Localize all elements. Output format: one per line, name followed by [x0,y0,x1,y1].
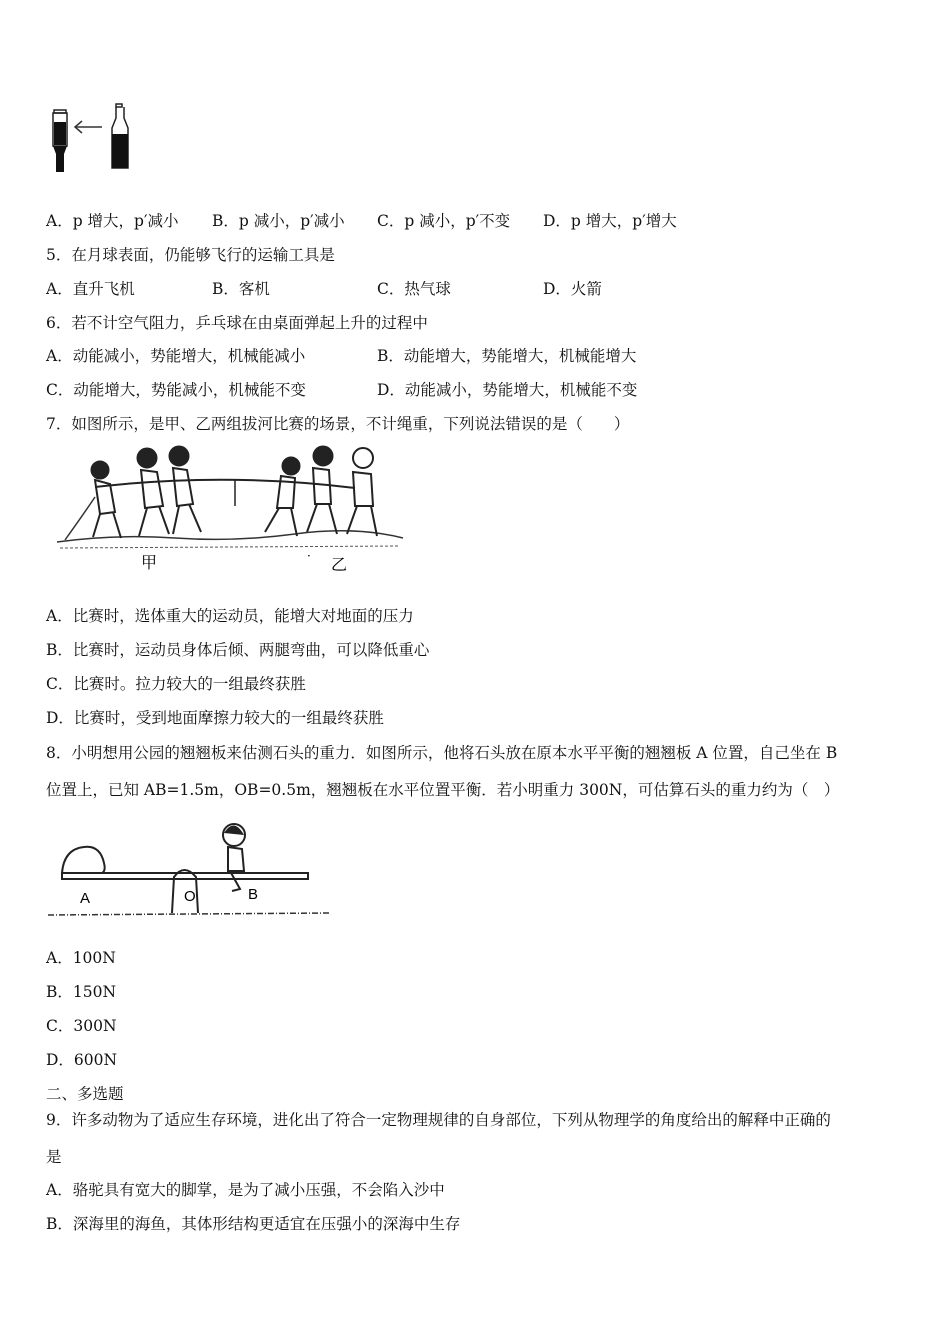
q8-option-a: A．100N [46,949,116,967]
q8-option-c: C．300N [46,1017,117,1035]
q6-option-a: A．动能减小，势能增大，机械能减小 [46,347,306,365]
q6-option-d: D．动能减小，势能增大，机械能不变 [377,381,638,399]
q6-option-b: B．动能增大，势能增大，机械能增大 [377,347,637,365]
q4-option-d: D．p 增大，p′增大 [543,212,677,230]
q9-option-b: B．深海里的海鱼，其体形结构更适宜在压强小的深海中生存 [46,1215,461,1233]
q8-stem-line1: 8．小明想用公园的翘翘板来估测石头的重力．如图所示，他将石头放在原本水平平衡的翘翘板 A 位置，自己坐在 B [46,744,838,762]
q7-option-d: D．比赛时，受到地面摩擦力较大的一组最终获胜 [46,709,384,727]
bottle-figure [48,100,138,176]
q7-option-c: C．比赛时。拉力较大的一组最终获胜 [46,675,306,693]
q4-option-b: B．p 减小，p′减小 [212,212,345,230]
q6-option-c: C．动能增大，势能减小，机械能不变 [46,381,306,399]
q8-figure-label-b: B [248,886,259,903]
section-title: 二、多选题 [46,1085,124,1103]
q8-figure-label-a: A [80,890,91,907]
q4-option-c: C．p 减小，p′不变 [377,212,511,230]
q6-stem: 6．若不计空气阻力，乒乓球在由桌面弹起上升的过程中 [46,314,428,332]
q8-figure-label-o: O [184,888,196,905]
q5-option-c: C．热气球 [377,280,451,298]
q5-stem: 5．在月球表面，仍能够飞行的运输工具是 [46,246,335,264]
q8-option-b: B．150N [46,983,117,1001]
q7-figure-label-yi: 乙 [331,555,348,574]
q4-option-a: A．p 增大，p′减小 [46,212,179,230]
q9-option-a: A．骆驼具有宽大的脚掌，是为了减小压强，不会陷入沙中 [46,1181,445,1199]
tug-of-war-figure [55,442,405,577]
q7-option-b: B．比赛时，运动员身体后倾、两腿弯曲，可以降低重心 [46,641,430,659]
q5-option-b: B．客机 [212,280,270,298]
q9-stem-line1: 9．许多动物为了适应生存环境，进化出了符合一定物理规律的自身部位，下列从物理学的角度给出的解释中正确的 [46,1111,831,1129]
q8-stem-line2: 位置上，已知 AB=1.5m，OB=0.5m，翘翘板在水平位置平衡．若小明重力 300N，可估算石头的重力约为（ ） [46,781,840,799]
q7-stem: 7．如图所示，是甲、乙两组拔河比赛的场景，不计绳重，下列说法错误的是（ ） [46,415,630,433]
q7-option-a: A．比赛时，选体重大的运动员，能增大对地面的压力 [46,607,414,625]
svg-text:·: · [307,549,311,563]
q5-option-a: A．直升飞机 [46,280,135,298]
q9-stem-line2: 是 [46,1148,62,1166]
seesaw-figure [44,815,334,923]
q5-option-d: D．火箭 [543,280,602,298]
q8-option-d: D．600N [46,1051,118,1069]
q7-figure-label-jia: 甲 [141,553,158,572]
